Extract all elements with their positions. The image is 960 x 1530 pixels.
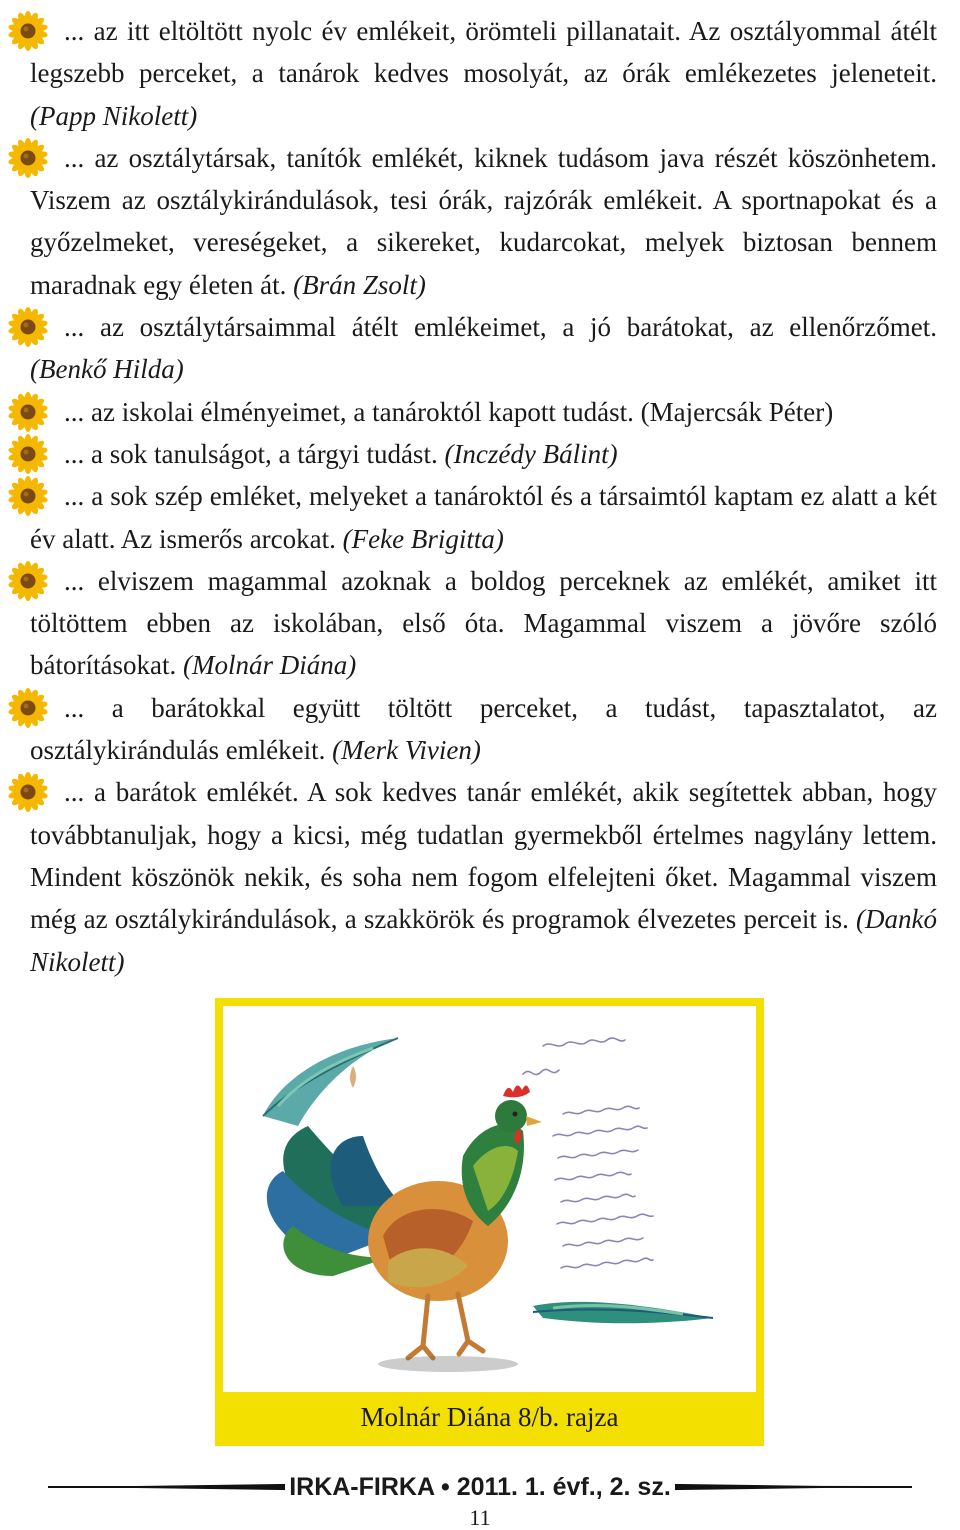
entry [30, 687, 937, 772]
entry-text: ... az iskolai élményeimet, a tanároktól kapott tudást. (Majercsák Péter) [64, 396, 834, 427]
page-footer [0, 1470, 960, 1529]
rooster-illustration [223, 1006, 756, 1392]
sunflower-icon [8, 476, 48, 516]
entry-author: (Brán Zsolt) [293, 269, 426, 300]
page-number: 11 [469, 1505, 491, 1530]
entry-text: ... elviszem magammal azoknak a boldog perceknek az emlékét, amiket itt töltöttem ebben az iskolában, első óta. Magammal viszem a jövőre szóló bátorításokat. [30, 565, 937, 681]
entry-text: ... a barátok emlékét. A sok kedves tanár emlékét, akik segítettek abban, hogy továbbtanuljak, hogy a kicsi, még tudatlan gyermekből értelmes nagylány lettem. Mindent köszönök nekik, és soha nem fogom elfelejteni őket. Magammal viszem még az osztálykirándulások, a szakkörök és programok élvezetes perceit is. [30, 777, 937, 935]
rooster-shadow [378, 1356, 518, 1372]
entry [30, 137, 937, 306]
entry [30, 560, 937, 687]
entry [30, 771, 937, 982]
entry-author: (Feke Brigitta) [342, 523, 504, 554]
rooster-drawing [223, 1006, 756, 1392]
footer-title [0, 1473, 960, 1501]
drawing-frame [215, 998, 764, 1446]
sunflower-icon [8, 434, 48, 474]
entry-text: ... a sok tanulságot, a tárgyi tudást. [64, 438, 438, 469]
entry-text: ... a sok szép emléket, melyeket a tanároktól és a társaimtól kaptam ez alatt a két év alatt. Az ismerős arcokat. [30, 481, 937, 554]
entry-author: (Benkő Hilda) [30, 354, 184, 385]
entry-author: (Merk Vivien) [332, 735, 481, 766]
handwritten-poem [523, 1038, 653, 1268]
entry [30, 391, 937, 433]
feather-illustration-2 [533, 1302, 713, 1323]
sunflower-icon [8, 138, 48, 178]
entry-text: ... az osztálytársaimmal átélt emlékeimet, a jó barátokat, az ellenőrzőmet. [64, 312, 937, 343]
entry [30, 10, 937, 137]
sunflower-icon [8, 392, 48, 432]
feather-illustration [263, 1038, 398, 1126]
entry-author: (Dankó Nikolett) [30, 904, 937, 977]
entry-author: (Inczédy Bálint) [444, 438, 618, 469]
entry-text: ... a barátokkal együtt töltött perceket, a tudást, tapasztalatot, az osztálykirándulás emlékeit. [30, 692, 937, 766]
entry [30, 306, 937, 391]
sunflower-icon [8, 307, 48, 347]
entry-author: (Papp Nikolett) [30, 100, 198, 131]
sunflower-icon [8, 772, 48, 812]
drawing-caption: Molnár Diána 8/b. rajza [360, 1402, 619, 1432]
entry-author: (Molnár Diána) [182, 650, 357, 681]
entry-text: ... az osztálytársak, tanítók emlékét, kiknek tudásom java részét köszönhetem. Viszem az osztálykirándulások, tesi órák, rajzórák emlékeit. A sportnapokat és a győzelmeket, vereségeket, a sikereket, kudarcokat, melyek biztosan bennem maradnak egy életen át. [30, 142, 937, 300]
sunflower-icon [8, 11, 48, 51]
sunflower-icon [8, 561, 48, 601]
rooster-body [368, 1085, 542, 1301]
footer-title-text: IRKA-FIRKA • 2011. 1. évf., 2. sz. [285, 1473, 675, 1501]
article-body [30, 10, 937, 983]
sunflower-icon [8, 688, 48, 728]
entry-text: ... az itt eltöltött nyolc év emlékeit, örömteli pillanatait. Az osztályommal átélt legszebb perceket, a tanárok kedves mosolyát, az órák emlékezetes jeleneteit. [30, 16, 937, 89]
entry [30, 475, 937, 560]
entry [30, 433, 937, 475]
rooster-legs [408, 1294, 483, 1358]
